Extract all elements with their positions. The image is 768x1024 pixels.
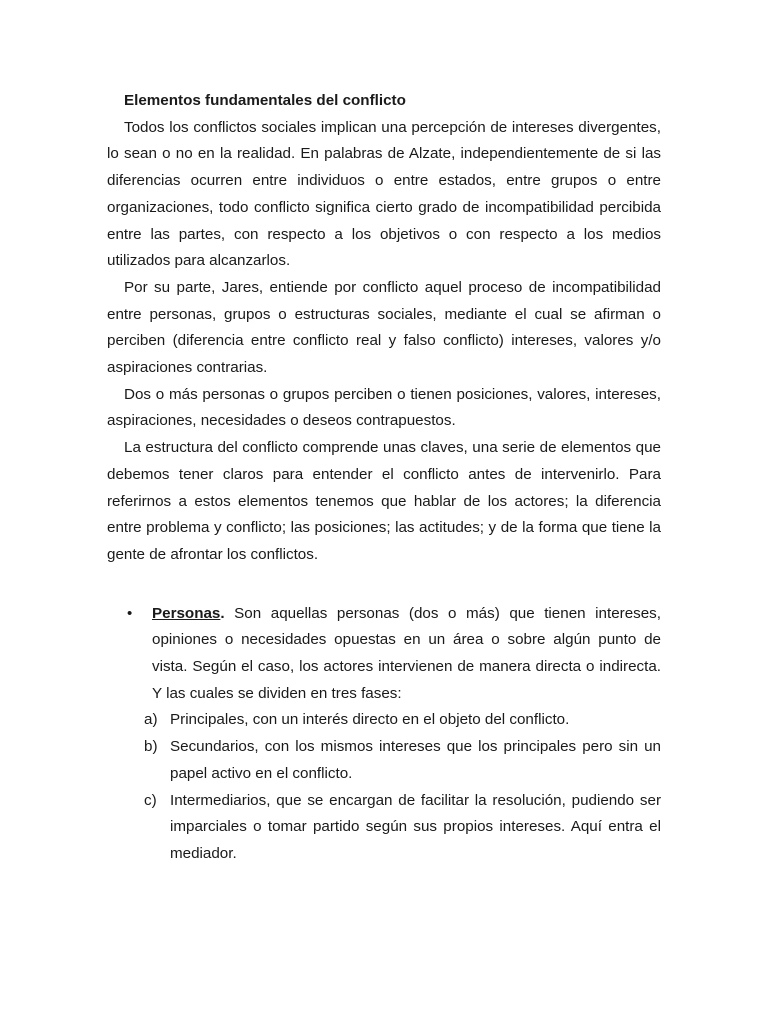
bullet-term: Personas xyxy=(152,604,221,622)
sub-item-marker: c) xyxy=(144,791,157,809)
sub-item-text: Intermediarios, que se encargan de facilitar la resolución, pudiendo ser imparciales o tomar partido según sus propios intereses. Aquí entra el mediador. xyxy=(170,791,661,862)
sub-item-b xyxy=(144,734,661,787)
paragraph-3: Dos o más personas o grupos perciben o tienen posiciones, valores, intereses, aspiraciones, necesidades o deseos contrapuestos. xyxy=(107,385,661,430)
paragraph-2: Por su parte, Jares, entiende por conflicto aquel proceso de incompatibilidad entre personas, grupos o estructuras sociales, mediante el cual se afirman o perciben (diferencia entre conflicto real y falso conflicto) intereses, valores y/o aspiraciones contrarias. xyxy=(107,278,661,377)
document-body xyxy=(107,88,661,868)
bullet-marker: • xyxy=(127,604,133,622)
paragraph-1: Todos los conflictos sociales implican una percepción de intereses divergentes, lo sean o no en la realidad. En palabras de Alzate, independientemente de si las diferencias ocurren entre individuos o entre estados, entre grupos o entre organizaciones, todo conflicto significa cierto grado de incompatibilidad percibida entre las partes, con respecto a los objetivos o con respecto a los medios utilizados para alcanzarlos. xyxy=(107,118,661,270)
sub-item-c xyxy=(144,788,661,868)
bullet-term-dot: . xyxy=(220,604,225,622)
sub-item-marker: b) xyxy=(144,738,158,756)
paragraph-4: La estructura del conflicto comprende unas claves, una serie de elementos que debemos tener claros para entender el conflicto antes de intervenirlo. Para referirnos a estos elementos tenemos que hablar de los actores; la diferencia entre problema y conflicto; las posiciones; las actitudes; y de la forma que tiene la gente de afrontar los conflictos. xyxy=(107,439,661,563)
sub-item-text: Principales, con un interés directo en el objeto del conflicto. xyxy=(170,711,570,729)
sub-item-marker: a) xyxy=(144,711,158,729)
bullet-text xyxy=(152,601,661,708)
sub-item-a xyxy=(144,707,661,734)
bullet-list-item xyxy=(107,601,661,868)
sub-item-text: Secundarios, con los mismos intereses que los principales pero sin un papel activo en el conflicto. xyxy=(170,738,661,782)
section-heading: Elementos fundamentales del conflicto xyxy=(124,92,406,109)
bullet-description: Son aquellas personas (dos o más) que tienen intereses, opiniones o necesidades opuestas en un área o sobre algún punto de vista. Según el caso, los actores intervienen de manera directa o indirecta. Y las cuales se dividen en tres fases: xyxy=(152,604,661,702)
